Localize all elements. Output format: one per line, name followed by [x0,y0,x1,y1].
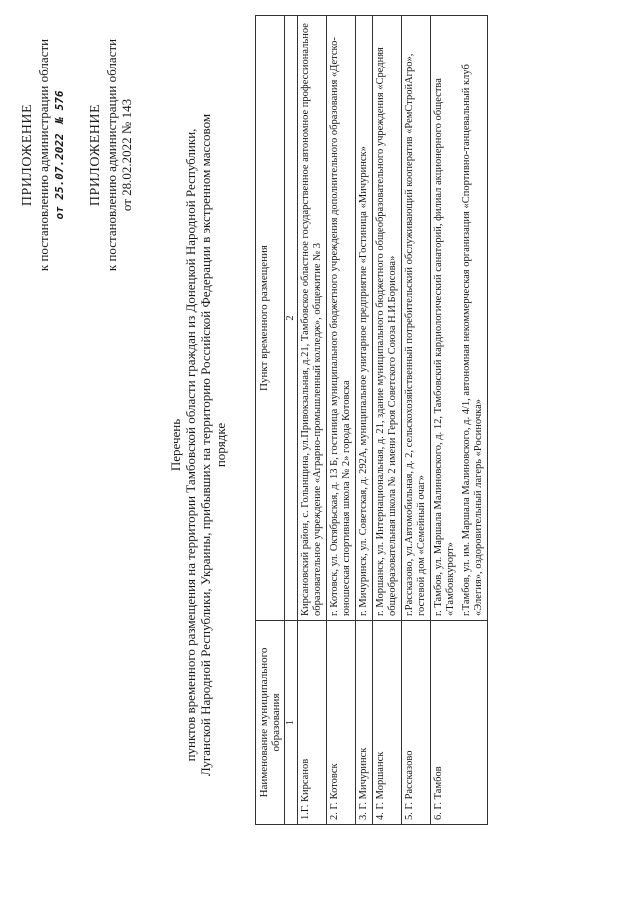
table-row [402,16,431,825]
municipality-cell: 1.Г. Кирсанов [298,621,327,825]
appendix-handwritten-line [51,25,67,285]
placement-cell [327,16,356,621]
header-municipality: Наименование муниципального образования [256,621,285,825]
municipality-cell: 3. Г. Мичуринск [356,621,373,825]
table-row [356,16,373,825]
caption-line: пунктов временного размещения на территории Тамбовской области граждан из Донецкой Народной Республики, [183,128,198,762]
caption-line: порядке [213,422,228,468]
table-row [298,16,327,825]
caption-line: Луганской Народной Республики, Украины, прибывших на территорию Российской Федерации в экстренном массовом [198,113,213,777]
handwritten-date: от 25.07.2022 [53,133,66,220]
placement-cell [402,16,431,621]
appendix-title: ПРИЛОЖЕНИЕ [20,103,35,207]
placement-entry: г.Рассказово, ул.Автомобильная, д. 2, сельскохозяйственный потребительский обслуживающий кооператив «РемСтройАгро», гостевой дом «Семейный очаг» [404,53,427,616]
handwritten-number: № 576 [53,90,66,124]
appendix-header-current [20,25,67,285]
placement-entry: Кирсановский район, с. Голынщина, ул.Привокзальная, д.21, Тамбовское областное государственное автономное профессиональное образовательное учреждение «Аграрно-промышленный колледж», общежитие № 3 [300,23,323,616]
municipality-cell: 6. Г. Тамбов [431,621,488,825]
header-placement: Пункт временного размещения [256,16,285,621]
placement-entry: г. Моршанск, ул. Интернациональная, д. 21, здание муниципального бюджетного общеобразовательного учреждения «Средняя общеобразовательная школа № 2 имени Героя Советского Союза Н.И.Борисова» [375,47,398,616]
municipality-cell: 2. Г. Котовск [327,621,356,825]
table-header-row [256,16,285,825]
column-number: 1 [285,621,298,825]
municipality-cell: 5. Г. Рассказово [402,621,431,825]
placement-table [255,15,488,825]
municipality-cell: 4. Г. Моршанск [373,621,402,825]
appendix-date-number: от 28.02.2022 № 143 [119,98,134,212]
placement-entry: г. Тамбов, ул. Маршала Малиновского, д. 12, Тамбовский кардиологический санаторий, филиал акционерного общества «Тамбовкурорт» [433,78,456,616]
table-body [298,16,488,825]
placement-entry: г. Котовск, ул. Октябрьская, д. 13 Б, гостиница муниципального бюджетного учреждения дополнительного образования «Детско-юношеская спортивная школа № 2» города Котовска [329,37,352,616]
placement-cell [298,16,327,621]
appendix-header-original [88,25,134,285]
placement-entry: г.Тамбов, ул. им. Маршала Малиновского, д. 4/1, автономная некоммерческая организация «Спортивно-танцевальный клуб «Элегия», оздоровительный лагерь «Росиночка» [461,64,484,616]
placement-cell [356,16,373,621]
column-number: 2 [285,16,298,621]
appendix-line: к постановлению администрации области [104,38,119,272]
table-row [431,16,488,825]
table-row [327,16,356,825]
caption-title: Перечень [168,418,183,472]
table-row [373,16,402,825]
placement-entry: г. Мичуринск, ул. Советская, д. 292А, муниципальное унитарное предприятие «Гостиница «Мичуринск» [358,146,369,616]
appendix-title: ПРИЛОЖЕНИЕ [88,103,103,207]
appendix-line: к постановлению администрации области [36,38,51,272]
placement-cell [373,16,402,621]
document-caption [168,55,228,835]
placement-cell [431,16,488,621]
column-number-row [285,16,298,825]
